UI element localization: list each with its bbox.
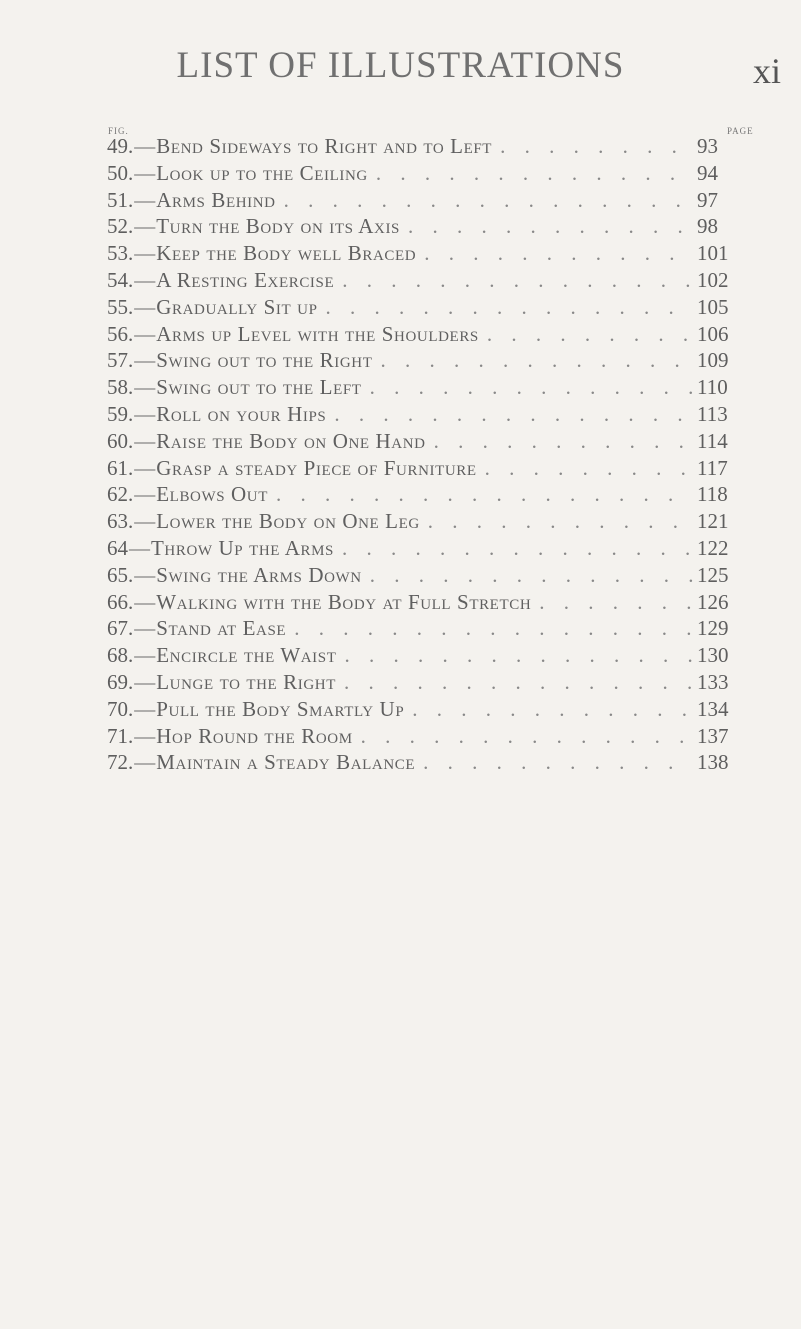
list-item <box>107 267 737 294</box>
separator-dash: — <box>134 160 156 185</box>
page-title: LIST OF ILLUSTRATIONS <box>176 45 625 86</box>
figure-number: 49. <box>107 134 134 158</box>
page-column-label: PAGE <box>727 126 754 136</box>
list-item <box>107 615 737 642</box>
separator-dash: — <box>134 321 156 346</box>
separator-dash: — <box>134 455 156 480</box>
figure-number: 56. <box>107 321 134 346</box>
leader-dots <box>415 749 693 776</box>
figure-number: 55. <box>107 294 134 319</box>
figure-title: Arms up Level with the Shoulders <box>156 321 479 346</box>
figure-title: Maintain a Steady Balance <box>156 750 416 775</box>
leader-dots <box>268 481 693 508</box>
leader-dots <box>334 267 693 294</box>
separator-dash: — <box>134 509 156 534</box>
figure-title: Bend Sideways to Right and to Left <box>156 134 493 158</box>
figure-number: 50. <box>107 160 134 185</box>
list-item <box>107 455 737 482</box>
figure-number: 60. <box>107 428 134 453</box>
leader-dots <box>286 615 693 642</box>
figure-page: 126 <box>697 589 729 614</box>
figure-page: 109 <box>697 348 729 373</box>
list-item <box>107 723 737 750</box>
figure-page: 138 <box>697 750 729 775</box>
list-item <box>107 696 737 723</box>
separator-dash: — <box>134 267 156 292</box>
separator-dash: — <box>134 562 156 587</box>
list-item <box>107 294 737 321</box>
figure-title: Raise the Body on One Hand <box>156 428 426 453</box>
separator-dash: — <box>134 187 156 212</box>
figure-number: 69. <box>107 669 134 694</box>
figure-title: Swing out to the Right <box>156 348 373 373</box>
leader-dots <box>336 669 693 696</box>
figure-number: 66. <box>107 589 134 614</box>
figure-page: 134 <box>697 696 729 721</box>
figure-page: 101 <box>697 241 729 266</box>
figure-page: 129 <box>697 616 729 641</box>
figure-page: 97 <box>697 187 718 212</box>
figure-number: 71. <box>107 723 134 748</box>
list-item <box>107 374 737 401</box>
figure-number: 68. <box>107 643 134 668</box>
figure-page: 94 <box>697 160 718 185</box>
figure-title: Throw Up the Arms <box>151 535 334 560</box>
leader-dots <box>492 133 693 160</box>
figure-title: Walking with the Body at Full Stretch <box>156 589 532 614</box>
illustrations-list <box>107 133 737 776</box>
list-item <box>107 749 737 776</box>
list-item <box>107 669 737 696</box>
figure-title: Lunge to the Right <box>156 669 336 694</box>
separator-dash: — <box>134 241 156 266</box>
list-item <box>107 535 737 562</box>
figure-page: 98 <box>697 214 718 239</box>
separator-dash: — <box>134 348 156 373</box>
leader-dots <box>531 589 693 616</box>
separator-dash: — <box>134 616 156 641</box>
separator-dash: — <box>134 294 156 319</box>
figure-title: Stand at Ease <box>156 616 287 641</box>
list-item <box>107 213 737 240</box>
leader-dots <box>479 321 693 348</box>
list-item <box>107 401 737 428</box>
leader-dots <box>477 455 693 482</box>
figure-title: Elbows Out <box>156 482 268 507</box>
figure-title: Grasp a steady Piece of Furniture <box>156 455 477 480</box>
figure-number: 72. <box>107 750 134 775</box>
figure-title: Hop Round the Room <box>156 723 353 748</box>
leader-dots <box>373 347 694 374</box>
separator-dash: — <box>134 428 156 453</box>
fig-column-label: FIG. <box>108 126 129 136</box>
separator-dash: — <box>129 535 150 560</box>
list-item <box>107 589 737 616</box>
figure-number: 64 <box>107 535 128 560</box>
separator-dash: — <box>134 750 156 775</box>
separator-dash: — <box>134 401 156 426</box>
leader-dots <box>362 562 693 589</box>
figure-number: 63. <box>107 509 134 534</box>
leader-dots <box>336 642 693 669</box>
figure-page: 133 <box>697 669 729 694</box>
leader-dots <box>404 696 693 723</box>
figure-page: 110 <box>697 375 728 400</box>
figure-title: Turn the Body on its Axis <box>156 214 401 239</box>
figure-title: Lower the Body on One Leg <box>156 509 420 534</box>
separator-dash: — <box>134 696 156 721</box>
leader-dots <box>276 187 693 214</box>
separator-dash: — <box>134 482 156 507</box>
list-item <box>107 133 737 160</box>
separator-dash: — <box>134 375 156 400</box>
list-item <box>107 642 737 669</box>
list-item <box>107 187 737 214</box>
figure-number: 61. <box>107 455 134 480</box>
figure-page: 118 <box>697 482 728 507</box>
figure-page: 122 <box>697 535 729 560</box>
separator-dash: — <box>134 643 156 668</box>
figure-page: 114 <box>697 428 728 453</box>
page-number: xi <box>752 51 781 91</box>
figure-page: 125 <box>697 562 729 587</box>
list-item <box>107 428 737 455</box>
separator-dash: — <box>134 723 156 748</box>
leader-dots <box>368 160 693 187</box>
separator-dash: — <box>134 669 156 694</box>
figure-page: 105 <box>697 294 729 319</box>
figure-page: 137 <box>697 723 729 748</box>
leader-dots <box>420 508 693 535</box>
list-item <box>107 321 737 348</box>
figure-number: 51. <box>107 187 134 212</box>
figure-number: 62. <box>107 482 134 507</box>
figure-title: Swing the Arms Down <box>156 562 362 587</box>
list-item <box>107 562 737 589</box>
figure-page: 117 <box>697 455 728 480</box>
separator-dash: — <box>134 589 156 614</box>
figure-title: Pull the Body Smartly Up <box>156 696 405 721</box>
figure-title: Gradually Sit up <box>156 294 318 319</box>
leader-dots <box>334 535 693 562</box>
figure-page: 102 <box>697 267 729 292</box>
separator-dash: — <box>134 214 156 239</box>
leader-dots <box>326 401 693 428</box>
figure-title: Keep the Body well Braced <box>156 241 417 266</box>
figure-number: 52. <box>107 214 134 239</box>
leader-dots <box>362 374 693 401</box>
list-item <box>107 481 737 508</box>
figure-page: 106 <box>697 321 729 346</box>
figure-title: Look up to the Ceiling <box>156 160 368 185</box>
figure-page: 113 <box>697 401 728 426</box>
separator-dash: — <box>134 134 156 158</box>
figure-number: 70. <box>107 696 134 721</box>
figure-title: Swing out to the Left <box>156 375 362 400</box>
figure-page: 93 <box>697 134 718 158</box>
figure-number: 57. <box>107 348 134 373</box>
leader-dots <box>318 294 693 321</box>
figure-number: 67. <box>107 616 134 641</box>
figure-title: Arms Behind <box>156 187 276 212</box>
figure-title: Roll on your Hips <box>156 401 327 426</box>
list-item <box>107 160 737 187</box>
figure-number: 53. <box>107 241 134 266</box>
figure-title: Encircle the Waist <box>156 643 337 668</box>
leader-dots <box>426 428 693 455</box>
figure-number: 54. <box>107 267 134 292</box>
leader-dots <box>353 723 693 750</box>
list-item <box>107 240 737 267</box>
figure-title: A Resting Exercise <box>156 267 335 292</box>
leader-dots <box>400 213 693 240</box>
list-item <box>107 508 737 535</box>
figure-number: 65. <box>107 562 134 587</box>
figure-number: 58. <box>107 375 134 400</box>
list-item <box>107 347 737 374</box>
figure-page: 130 <box>697 643 729 668</box>
figure-number: 59. <box>107 401 134 426</box>
figure-page: 121 <box>697 509 729 534</box>
leader-dots <box>416 240 693 267</box>
